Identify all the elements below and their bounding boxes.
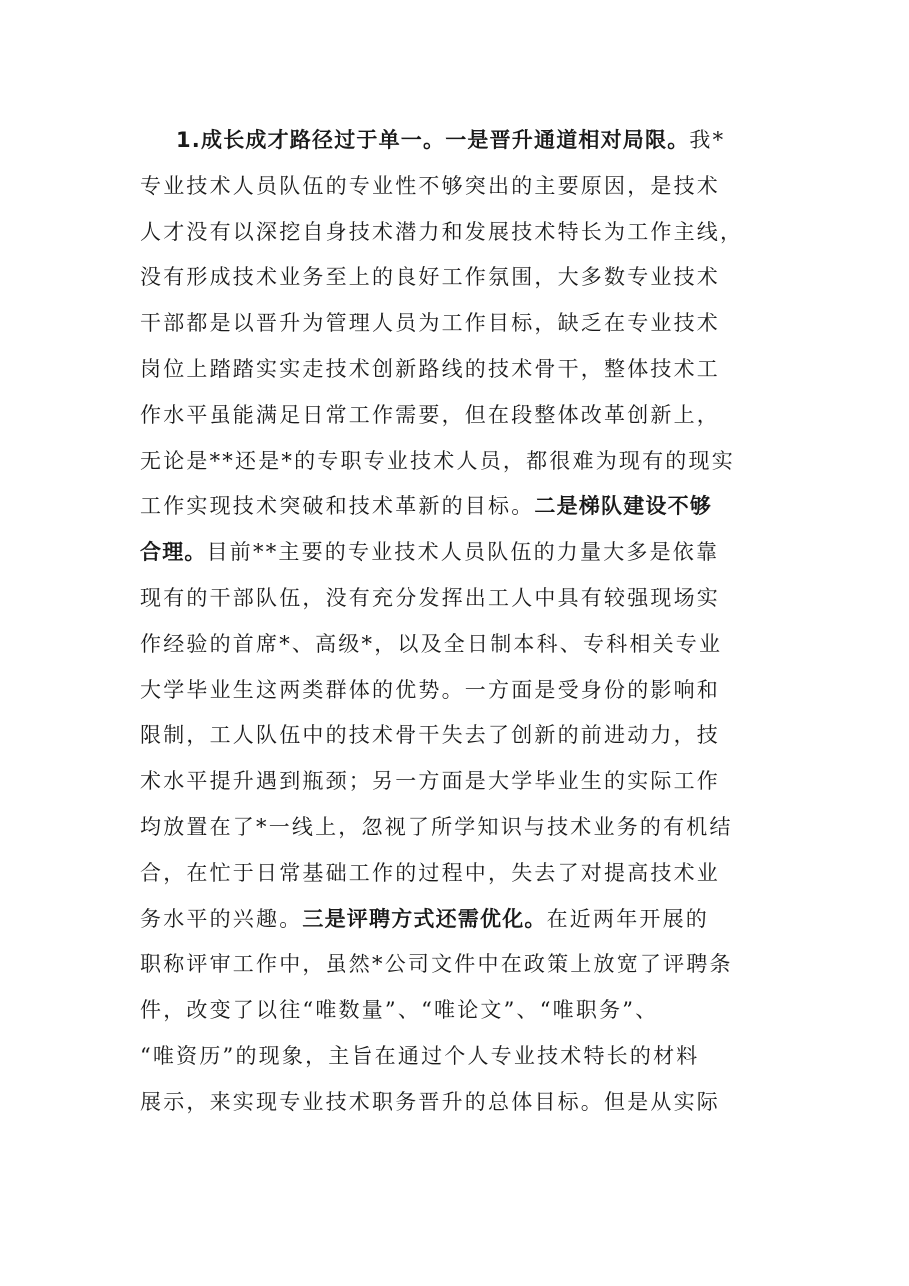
text-segment: 在近两年开展的 bbox=[546, 906, 710, 931]
text-segment: 大学毕业生这两类群体的优势。一方面是受身份的影响和 bbox=[140, 677, 720, 702]
text-segment: 人才没有以深挖自身技术潜力和发展技术特长为工作主线， bbox=[140, 219, 744, 244]
point-heading: 三是评聘方式还需优化。 bbox=[302, 906, 547, 931]
paragraph-line bbox=[140, 118, 772, 164]
paragraph-line bbox=[140, 851, 772, 897]
text-segment: 岗位上踏踏实实走技术创新路线的技术骨干，整体技术工 bbox=[140, 356, 720, 381]
paragraph-line bbox=[140, 576, 772, 622]
paragraph-line bbox=[140, 530, 772, 576]
text-segment: 务水平的兴趣。 bbox=[140, 906, 303, 931]
paragraph-line bbox=[140, 301, 772, 347]
text-segment: 件，改变了以往“唯数量”、“唯论文”、“唯职务”、 bbox=[140, 998, 659, 1023]
text-segment: 术水平提升遇到瓶颈；另一方面是大学毕业生的实际工作 bbox=[140, 769, 720, 794]
text-segment: 专业技术人员队伍的专业性不够突出的主要原因，是技术 bbox=[140, 173, 720, 198]
paragraph-line bbox=[140, 622, 772, 668]
paragraph-line bbox=[140, 1034, 772, 1080]
text-segment: 无论是**还是*的专职专业技术人员，都很难为现有的现实 bbox=[140, 448, 735, 473]
paragraph-line bbox=[140, 255, 772, 301]
paragraph-line bbox=[140, 164, 772, 210]
paragraph-line bbox=[140, 805, 772, 851]
paragraph-line bbox=[140, 393, 772, 439]
text-segment: 我* bbox=[689, 128, 726, 152]
text-segment: 作经验的首席*、高级*，以及全日制本科、专科相关专业 bbox=[140, 631, 723, 656]
text-segment: 干部都是以晋升为管理人员为工作目标，缺乏在专业技术 bbox=[140, 311, 720, 336]
document-body bbox=[140, 118, 772, 1126]
paragraph-line bbox=[140, 439, 772, 485]
text-segment: 没有形成技术业务至上的良好工作氛围，大多数专业技术 bbox=[140, 265, 720, 290]
point-heading: 合理。 bbox=[140, 540, 207, 565]
paragraph-line bbox=[140, 759, 772, 805]
text-segment: “唯资历”的现象，主旨在通过个人专业技术特长的材料 bbox=[140, 1043, 700, 1068]
section-heading: 1.成长成才路径过于单一。 bbox=[176, 128, 446, 152]
paragraph-line bbox=[140, 210, 772, 256]
paragraph-line bbox=[140, 988, 772, 1034]
paragraph-line bbox=[140, 484, 772, 530]
paragraph-line bbox=[140, 942, 772, 988]
text-segment: 职称评审工作中，虽然*公司文件中在政策上放宽了评聘条 bbox=[140, 952, 733, 977]
text-segment: 目前**主要的专业技术人员队伍的力量大多是依靠 bbox=[206, 540, 720, 565]
text-segment: 合，在忙于日常基础工作的过程中，失去了对提高技术业 bbox=[140, 860, 720, 885]
paragraph-line bbox=[140, 1080, 772, 1126]
point-heading: 二是梯队建设不够 bbox=[534, 494, 713, 519]
text-segment: 作水平虽能满足日常工作需要，但在段整体改革创新上， bbox=[140, 402, 720, 427]
text-segment: 现有的干部队伍，没有充分发挥出工人中具有较强现场实 bbox=[140, 585, 720, 610]
point-heading: 一是晋升通道相对局限。 bbox=[445, 128, 690, 152]
paragraph-line bbox=[140, 713, 772, 759]
paragraph-line bbox=[140, 897, 772, 943]
text-segment: 工作实现技术突破和技术革新的目标。 bbox=[140, 494, 535, 519]
text-segment: 展示，来实现专业技术职务晋升的总体目标。但是从实际 bbox=[140, 1089, 720, 1114]
text-segment: 均放置在了*一线上，忽视了所学知识与技术业务的有机结 bbox=[140, 814, 733, 839]
paragraph-line bbox=[140, 668, 772, 714]
paragraph-line bbox=[140, 347, 772, 393]
text-segment: 限制，工人队伍中的技术骨干失去了创新的前进动力，技 bbox=[140, 723, 720, 748]
